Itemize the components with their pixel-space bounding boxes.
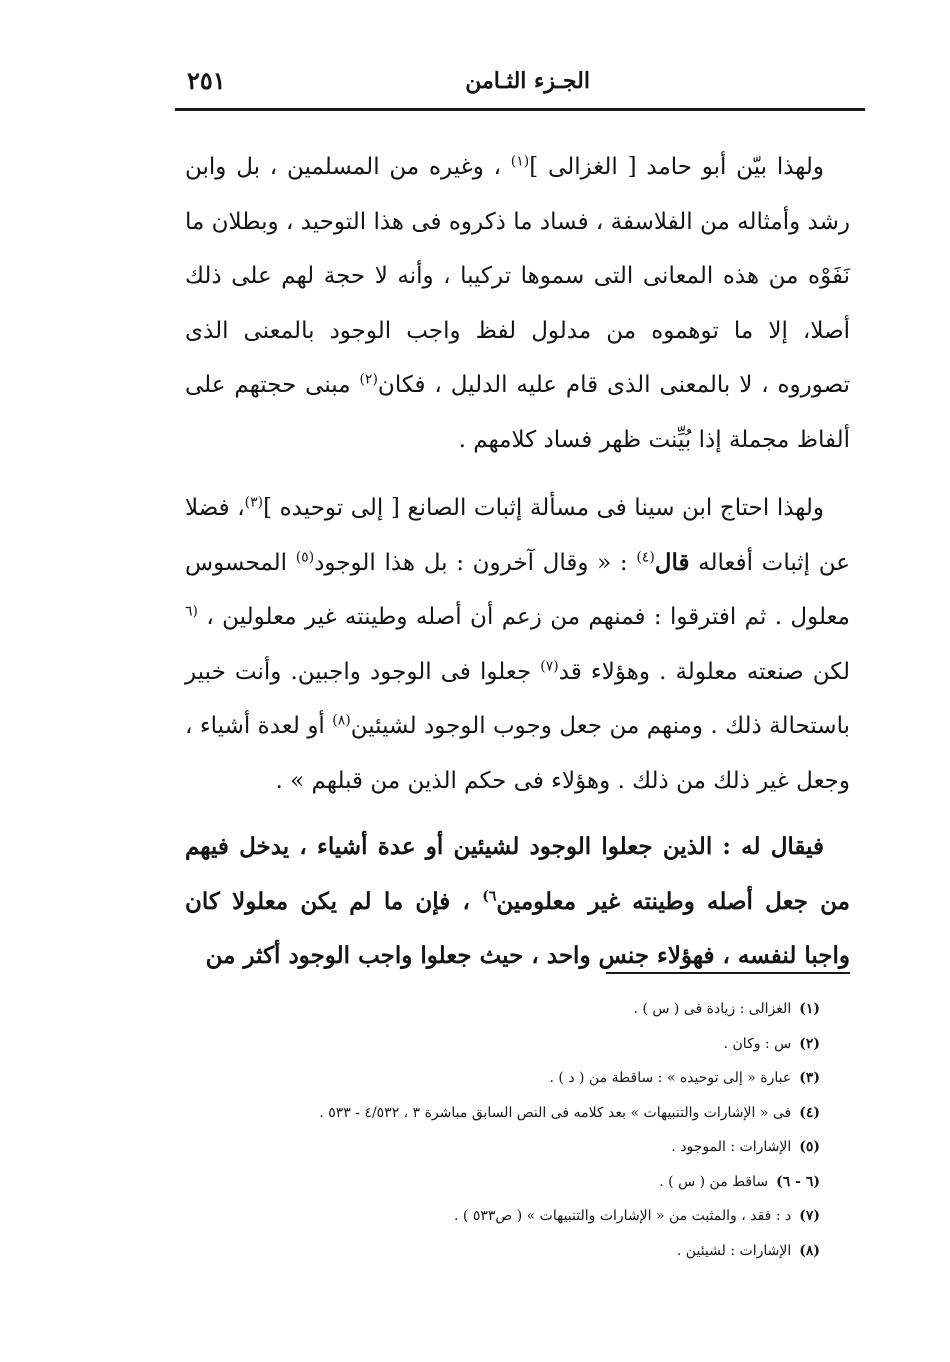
footnote-number: (٦ - ٦) [776,1173,820,1190]
footnote-text: د : فقد ، والمثبت من « الإشارات والتنبيهات » ( ص٥٣٣ ) . [454,1208,792,1224]
footnote-ref: (٢) [359,371,378,388]
text-run: ، وغيره من المسلمين ، بل وابن رشد وأمثاله من الفلاسفة ، فساد ما ذكروه فى هذا التوحيد ، وبطلان ما نَفَوْه من هذه المعانى التى سموها تركيبا ، وأنه لا حجة لهم على ذلك أصلا، إلا ما توهموه من مدلول لفظ واجب الوجود بالمعنى الذى تصوروه ، لا بالمعنى الذى قام عليه الدليل ، فكان [185,154,850,398]
footnote-item [185,1027,820,1062]
main-text [185,140,850,994]
footnote-item [185,992,820,1027]
footnote-item [185,1130,820,1165]
footnote-rule [606,972,850,974]
footnote-number: (٨) [799,1242,820,1259]
text-run: ، فإن ما لم يكن معلولا كان واجبا لنفسه ، فهؤلاء جنس واحد ، حيث جعلوا واجب الوجود أكثر من [185,887,850,969]
footnote-text: س : وكان . [723,1035,792,1052]
text-run: ، فضلا عن إثبات أفعاله [185,495,850,576]
footnote-item [185,1061,820,1096]
footnote-ref: ٦) [482,887,497,904]
footnote-number: (٣) [799,1070,820,1086]
footnote-ref: (٥) [295,548,315,565]
footnote-item [185,1234,820,1269]
footnote-ref: (٧) [540,657,559,674]
footnote-text: فى « الإشارات والتنبيهات » بعد كلامه فى النص السابق مباشرة ٣ ، ٤/٥٣٢ - ٥٣٣ . [319,1104,792,1121]
text-run-bold: قال [654,548,690,576]
footnote-item [185,1096,820,1131]
text-run: لكن صنعته معلولة . وهؤلاء قد [558,658,850,685]
page-number: ٢٥١ [187,66,226,95]
footnote-text: الإشارات : الموجود . [671,1139,792,1155]
footnote-text: الغزالى : زيادة فى ( س ) . [633,1001,792,1017]
footnote-ref: (٣) [244,494,264,511]
text-run: جعلوا فى الوجود واجبين. وأنت خبير باستحالة ذلك . ومنهم من جعل وجوب الوجود لشيئين [185,658,850,739]
footnote-number: (٤) [799,1104,820,1121]
footnote-number: (٥) [799,1139,820,1155]
footnote-number: (١) [799,1001,820,1017]
text-run: أو لعدة أشياء ، وجعل غير ذلك من ذلك . وهؤلاء فى حكم الذين من قبلهم » . [185,713,850,794]
page-header [175,62,865,106]
header-rule [175,108,865,111]
text-run: المحسوس معلول . ثم افترقوا : فمنهم من زعم أن أصله وطينته غير معلولين ، [185,549,850,630]
footnote-item [185,1199,820,1234]
text-run: ولهذا بيّن أبو حامد [ الغزالى ] [529,154,824,180]
paragraph-1 [185,140,850,467]
footnote-ref: (٤) [636,548,655,565]
paragraph-3 [185,820,850,984]
footnotes [185,992,820,1268]
footnote-number: (٧) [799,1208,820,1224]
footnote-number: (٢) [799,1035,820,1052]
footnote-text: ساقط من ( س ) . [659,1173,769,1190]
footnote-ref: (٨) [332,712,351,729]
paragraph-2 [185,481,850,808]
text-run: مبنى حجتهم على ألفاظ مجملة إذا بُيِّنت ظهر فساد كلامهم . [185,372,850,453]
footnote-ref: (٦ [185,603,198,620]
footnote-text: عبارة « إلى توحيده » : ساقطة من ( د ) . [549,1070,792,1086]
text-run: ولهذا احتاج ابن سينا فى مسألة إثبات الصانع [ إلى توحيده ] [263,495,824,521]
footnote-item [185,1165,820,1200]
text-run: فيقال له : الذين جعلوا الوجود لشيئين أو عدة أشياء ، يدخل فيهم من جعل أصله وطينته غير معلومين [185,833,850,915]
footnote-text: الإشارات : لشيئين . [676,1242,792,1259]
footnote-ref: (١) [510,153,530,170]
text-run: : « وقال آخرون : بل هذا الوجود [314,549,637,576]
running-title: الجـزء الثـامن [465,68,590,94]
